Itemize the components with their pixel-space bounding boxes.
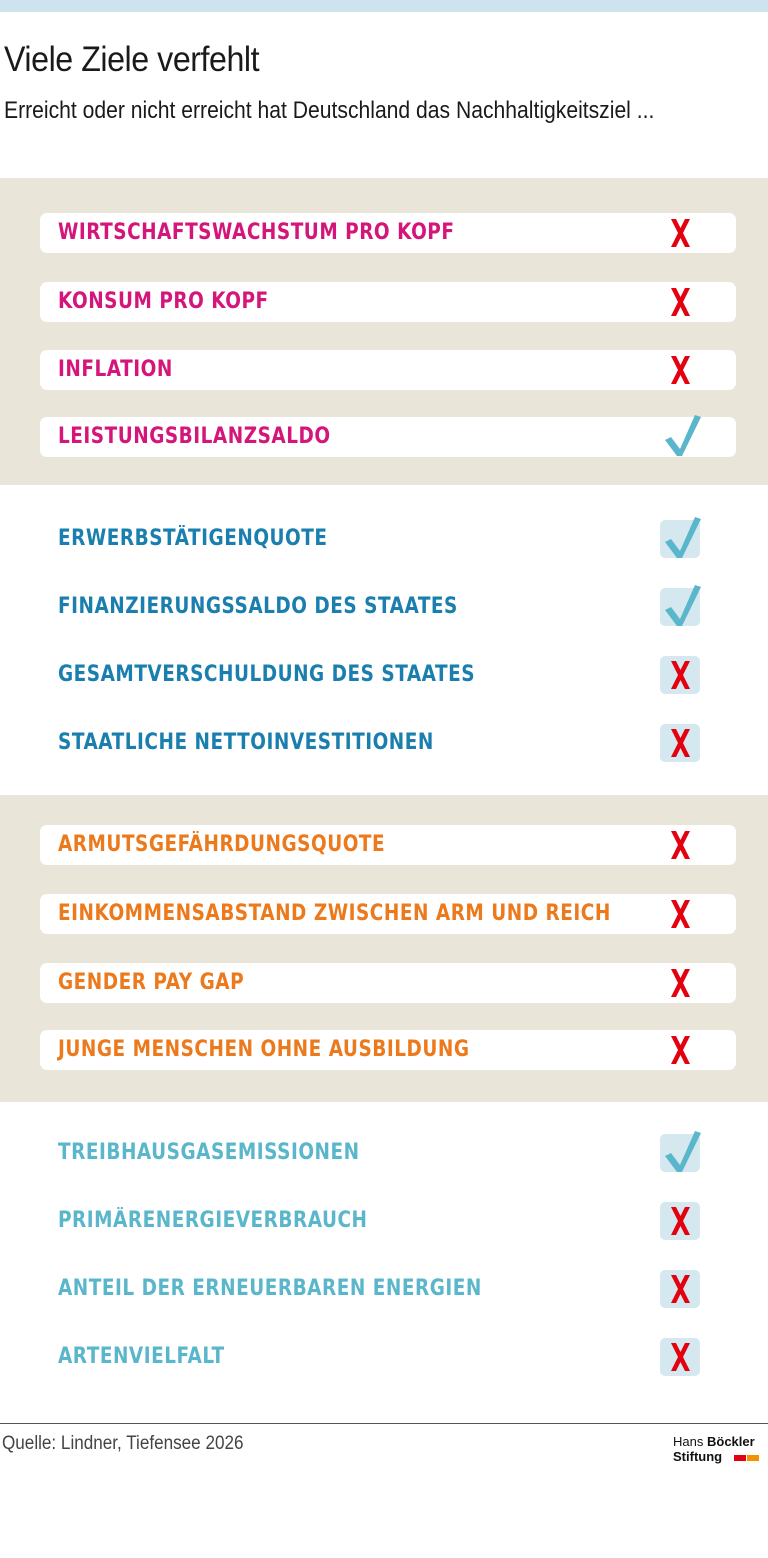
- missed-cross-mark: [660, 895, 700, 933]
- logo-text-hans: Hans: [673, 1434, 704, 1449]
- goal-label: STAATLICHE NETTOINVESTITIONEN: [58, 730, 434, 755]
- footer-divider: [0, 1423, 768, 1424]
- goal-row: [0, 963, 768, 1003]
- cross-icon: [660, 964, 700, 1002]
- reached-check-mark: [660, 588, 700, 626]
- cross-icon: [660, 656, 700, 694]
- cross-icon: [660, 1031, 700, 1069]
- goal-row: [0, 894, 768, 934]
- missed-cross-mark: [660, 1270, 700, 1308]
- missed-cross-mark: [660, 826, 700, 864]
- logo-text-boeckler: Böckler: [706, 1434, 755, 1449]
- goal-row: [0, 282, 768, 322]
- goal-label: INFLATION: [58, 357, 173, 382]
- goal-label: FINANZIERUNGSSALDO DES STAATES: [58, 594, 458, 619]
- missed-cross-mark: [660, 351, 700, 389]
- hans-boeckler-logo: [673, 1434, 765, 1466]
- goal-label: ARMUTSGEFÄHRDUNGSQUOTE: [58, 832, 386, 857]
- page-title: Viele Ziele verfehlt: [4, 40, 260, 79]
- goal-label: GENDER PAY GAP: [58, 970, 245, 995]
- check-icon-shape: [665, 517, 701, 558]
- goal-row: [0, 1337, 768, 1377]
- missed-cross-mark: [660, 1338, 700, 1376]
- goal-label: WIRTSCHAFTSWACHSTUM PRO KOPF: [58, 220, 455, 245]
- goal-label: PRIMÄRENERGIEVERBRAUCH: [58, 1208, 368, 1233]
- top-accent-bar: [0, 0, 768, 12]
- logo-text-stiftung: Stiftung: [673, 1449, 723, 1464]
- reached-check-mark: [660, 418, 700, 456]
- cross-icon: [660, 826, 700, 864]
- group-ecology: [0, 1102, 768, 1392]
- goal-row: [0, 1269, 768, 1309]
- goal-label: JUNGE MENSCHEN OHNE AUSBILDUNG: [58, 1037, 470, 1062]
- goal-label: ERWERBSTÄTIGENQUOTE: [58, 526, 328, 551]
- cross-icon: [660, 1202, 700, 1240]
- goal-row: [0, 655, 768, 695]
- check-icon: [660, 1134, 700, 1172]
- cross-icon: [660, 1338, 700, 1376]
- goal-label: EINKOMMENSABSTAND ZWISCHEN ARM UND REICH: [58, 901, 611, 926]
- goal-row: [0, 825, 768, 865]
- missed-cross-mark: [660, 964, 700, 1002]
- check-icon-shape: [665, 585, 701, 626]
- goal-row: [0, 1133, 768, 1173]
- cross-icon: [660, 214, 700, 252]
- cross-icon: [660, 895, 700, 933]
- cross-icon: [660, 351, 700, 389]
- source-note: Quelle: Lindner, Tiefensee 2026: [2, 1433, 244, 1454]
- reached-check-mark: [660, 520, 700, 558]
- group-economy: [0, 178, 768, 485]
- cross-icon: [660, 283, 700, 321]
- goal-row: [0, 213, 768, 253]
- missed-cross-mark: [660, 1031, 700, 1069]
- check-icon: [660, 520, 700, 558]
- check-icon: [660, 418, 700, 456]
- page-subtitle: Erreicht oder nicht erreicht hat Deutschland das Nachhaltigkeitsziel ...: [4, 97, 655, 124]
- cross-icon: [660, 724, 700, 762]
- logo-orange-square: [747, 1455, 759, 1461]
- reached-check-mark: [660, 1134, 700, 1172]
- missed-cross-mark: [660, 214, 700, 252]
- check-icon-shape: [665, 415, 701, 456]
- goal-label: ARTENVIELFALT: [58, 1344, 225, 1369]
- goal-row: [0, 587, 768, 627]
- cross-icon: [660, 1270, 700, 1308]
- goal-label: GESAMTVERSCHULDUNG DES STAATES: [58, 662, 476, 687]
- group-state: [0, 485, 768, 795]
- logo-red-square: [734, 1455, 746, 1461]
- goal-row: [0, 519, 768, 559]
- check-icon: [660, 588, 700, 626]
- goal-row: [0, 417, 768, 457]
- missed-cross-mark: [660, 724, 700, 762]
- goal-row: [0, 723, 768, 763]
- goal-row: [0, 350, 768, 390]
- missed-cross-mark: [660, 656, 700, 694]
- goal-label: LEISTUNGSBILANZSALDO: [58, 424, 331, 449]
- goal-row: [0, 1030, 768, 1070]
- check-icon-shape: [665, 1131, 701, 1172]
- goal-label: KONSUM PRO KOPF: [58, 289, 269, 314]
- missed-cross-mark: [660, 283, 700, 321]
- missed-cross-mark: [660, 1202, 700, 1240]
- goal-label: TREIBHAUSGASEMISSIONEN: [58, 1140, 360, 1165]
- group-social: [0, 795, 768, 1102]
- goal-label: ANTEIL DER ERNEUERBAREN ENERGIEN: [58, 1276, 482, 1301]
- goal-row: [0, 1201, 768, 1241]
